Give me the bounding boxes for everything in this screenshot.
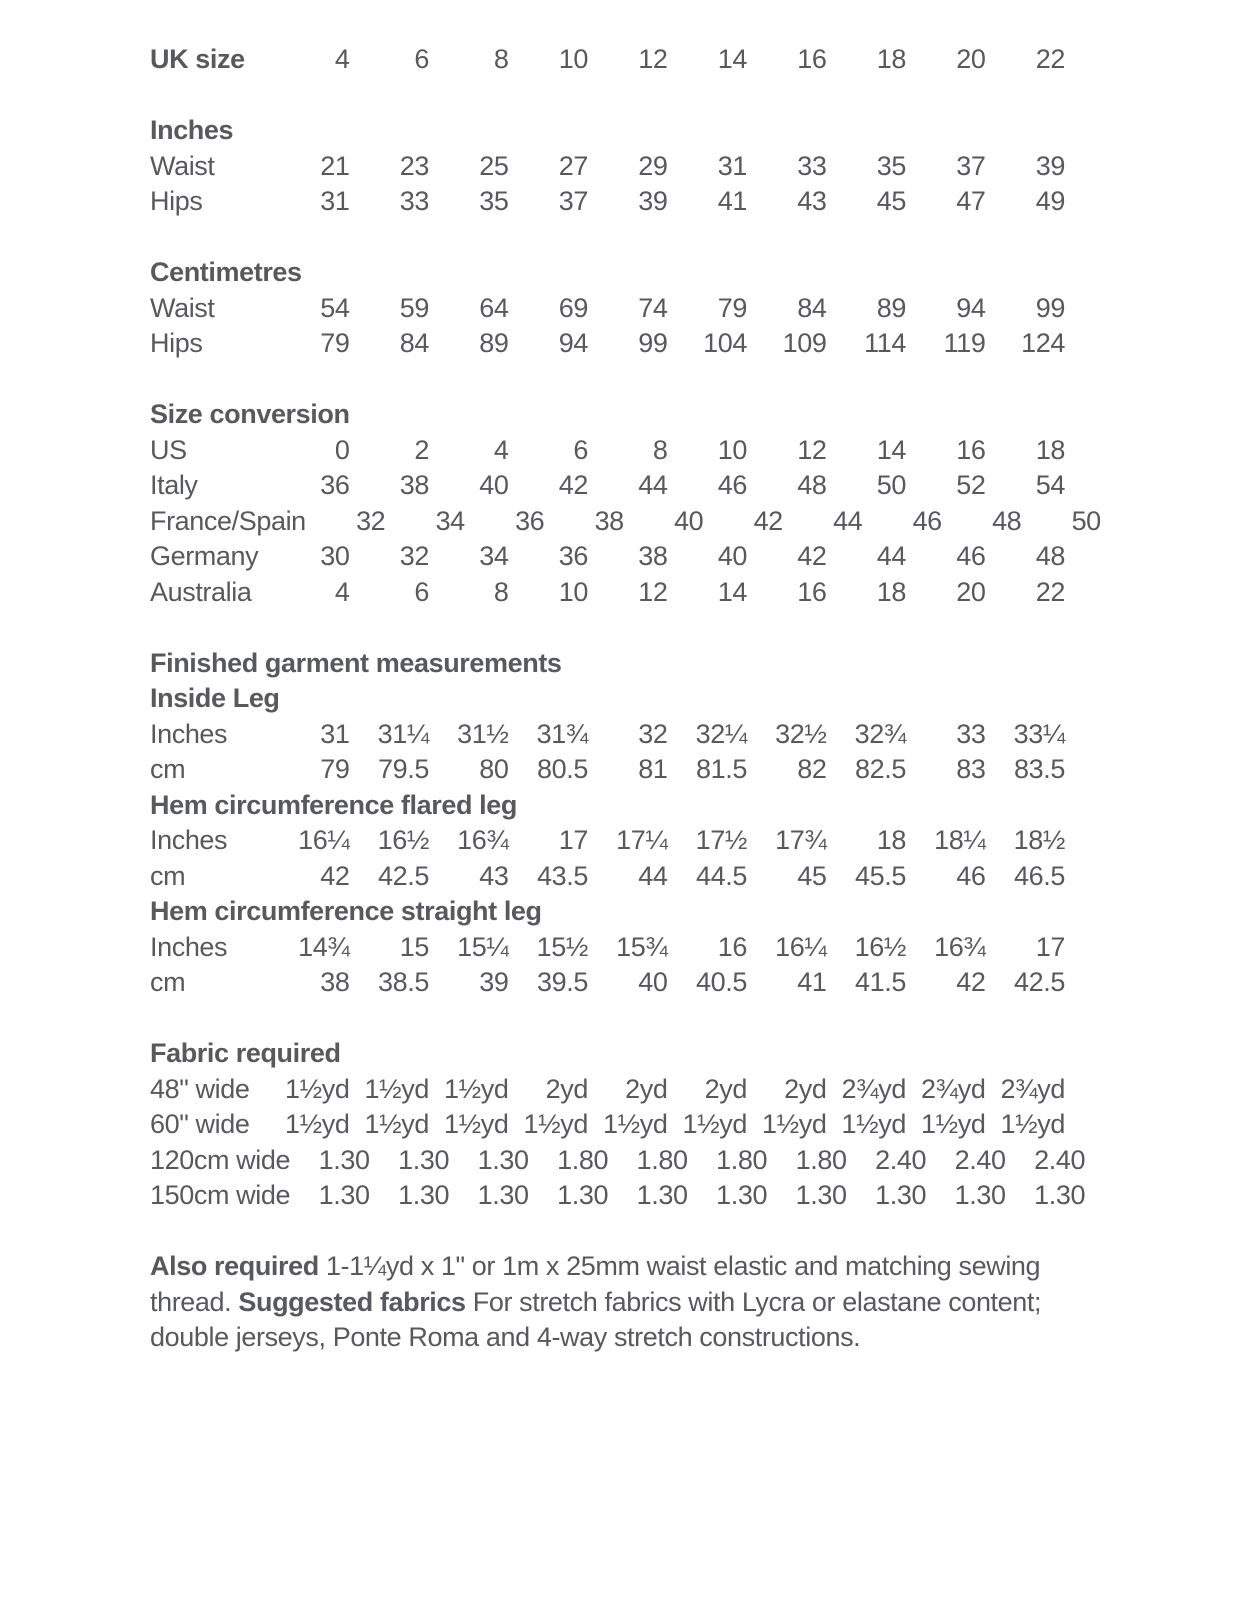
table-cell: 33¼ bbox=[1013, 718, 1065, 749]
table-cell: 42 bbox=[558, 470, 588, 500]
table-cell: 1½yd bbox=[444, 1109, 509, 1139]
table-cell: 4 bbox=[334, 44, 350, 74]
section-heading: Size conversion bbox=[150, 399, 350, 429]
table-cell: 17¼ bbox=[616, 825, 668, 855]
footer-text: 1-1¼yd x 1" or 1m x 25mm waist elastic and matching sewing bbox=[318, 1251, 1041, 1281]
table-cell: 1.30 bbox=[557, 1180, 609, 1210]
table-cell: 1.30 bbox=[477, 1180, 529, 1210]
table-row bbox=[150, 1178, 1240, 1214]
table-cell: 2.40 bbox=[875, 1144, 927, 1175]
table-cell: 31¼ bbox=[377, 718, 429, 749]
section-heading: Centimetres bbox=[150, 257, 302, 287]
table-cell: 18½ bbox=[1013, 825, 1065, 855]
table-cell: 21 bbox=[320, 150, 350, 181]
table-cell: 1.30 bbox=[477, 1144, 529, 1175]
table-cell: 2yd bbox=[625, 1073, 668, 1104]
table-cell: 16¼ bbox=[298, 825, 350, 855]
table-cell: 33 bbox=[399, 186, 429, 216]
table-cell: 39 bbox=[1035, 150, 1065, 181]
table-cell: 10 bbox=[558, 576, 588, 607]
table-cell: 39.5 bbox=[537, 967, 588, 997]
table-cell: 33 bbox=[797, 150, 827, 181]
row-label: cm bbox=[150, 860, 186, 891]
table-cell: 84 bbox=[399, 328, 429, 358]
table-cell: 46 bbox=[956, 860, 986, 891]
table-cell: 82.5 bbox=[855, 754, 906, 784]
table-cell: 18 bbox=[876, 44, 906, 74]
table-row bbox=[150, 752, 1240, 788]
row-label: UK size bbox=[150, 44, 245, 74]
table-cell: 1½yd bbox=[523, 1109, 588, 1139]
table-row bbox=[150, 291, 1240, 327]
section-heading: Inches bbox=[150, 115, 234, 145]
table-cell: 109 bbox=[782, 328, 827, 358]
table-cell: 43 bbox=[797, 186, 827, 216]
table-cell: 42.5 bbox=[378, 860, 429, 891]
table-cell: 32½ bbox=[775, 718, 827, 749]
table-row bbox=[150, 149, 1240, 185]
table-cell: 41 bbox=[717, 186, 747, 216]
table-cell: 16 bbox=[717, 931, 747, 962]
section-heading: Fabric required bbox=[150, 1038, 341, 1068]
table-cell: 80.5 bbox=[537, 754, 588, 784]
table-cell: 6 bbox=[414, 44, 429, 74]
footer-text: double jerseys, Ponte Roma and 4-way stretch constructions. bbox=[150, 1322, 861, 1352]
table-cell: 34 bbox=[479, 541, 509, 571]
table-row bbox=[150, 468, 1240, 504]
table-row bbox=[150, 859, 1240, 895]
row-label: France/Spain bbox=[150, 505, 306, 536]
table-cell: 44.5 bbox=[696, 860, 747, 891]
table-cell: 47 bbox=[956, 186, 986, 216]
table-cell: 14 bbox=[717, 576, 747, 607]
row-label: US bbox=[150, 434, 187, 465]
table-cell: 59 bbox=[399, 292, 429, 323]
table-cell: 1½yd bbox=[921, 1109, 986, 1139]
table-cell: 42 bbox=[797, 541, 827, 571]
table-cell: 40 bbox=[674, 505, 704, 536]
table-cell: 38 bbox=[320, 967, 350, 997]
table-cell: 16 bbox=[956, 434, 986, 465]
table-cell: 39 bbox=[479, 967, 509, 997]
table-row bbox=[150, 1143, 1240, 1179]
footer-bold-label: Also required bbox=[150, 1251, 319, 1281]
table-row bbox=[150, 965, 1240, 1001]
table-cell: 46 bbox=[912, 505, 942, 536]
table-cell: 33 bbox=[956, 718, 986, 749]
table-cell: 83 bbox=[956, 754, 986, 784]
table-cell: 1½yd bbox=[285, 1073, 350, 1104]
table-cell: 1½yd bbox=[285, 1109, 350, 1139]
section-heading-row bbox=[150, 397, 1240, 433]
table-cell: 20 bbox=[956, 44, 986, 74]
table-cell: 41.5 bbox=[855, 967, 906, 997]
table-row bbox=[150, 575, 1240, 611]
footer-note bbox=[150, 1249, 1240, 1356]
table-cell: 2¾yd bbox=[921, 1073, 986, 1104]
table-row bbox=[150, 42, 1240, 78]
row-label: cm bbox=[150, 754, 186, 784]
footer-line bbox=[150, 1320, 1240, 1356]
section-heading-row bbox=[150, 113, 1240, 149]
table-row bbox=[150, 1072, 1240, 1108]
row-label: Inches bbox=[150, 718, 228, 749]
footer-line bbox=[150, 1285, 1240, 1321]
table-cell: 52 bbox=[956, 470, 986, 500]
section-gap bbox=[150, 362, 1240, 398]
table-cell: 49 bbox=[1035, 186, 1065, 216]
table-cell: 40 bbox=[479, 470, 509, 500]
table-cell: 15¾ bbox=[616, 931, 668, 962]
table-cell: 10 bbox=[558, 44, 588, 74]
table-cell: 45.5 bbox=[855, 860, 906, 891]
row-label: Italy bbox=[150, 470, 198, 500]
table-cell: 44 bbox=[876, 541, 906, 571]
section-heading: Hem circumference straight leg bbox=[150, 896, 542, 926]
table-cell: 1½yd bbox=[1000, 1109, 1065, 1139]
table-cell: 16 bbox=[797, 44, 827, 74]
table-cell: 36 bbox=[320, 470, 350, 500]
table-cell: 42 bbox=[956, 967, 986, 997]
table-cell: 16¼ bbox=[775, 931, 827, 962]
table-cell: 1.30 bbox=[318, 1180, 370, 1210]
table-cell: 81 bbox=[638, 754, 668, 784]
table-cell: 1.30 bbox=[398, 1180, 450, 1210]
table-cell: 6 bbox=[414, 576, 429, 607]
section-heading-row bbox=[150, 646, 1240, 682]
table-cell: 35 bbox=[479, 186, 509, 216]
table-cell: 74 bbox=[638, 292, 668, 323]
section-gap bbox=[150, 220, 1240, 256]
table-cell: 1.30 bbox=[716, 1180, 768, 1210]
table-cell: 94 bbox=[956, 292, 986, 323]
table-cell: 18 bbox=[876, 825, 906, 855]
footer-bold-label: Suggested fabrics bbox=[238, 1286, 466, 1317]
table-cell: 15½ bbox=[536, 931, 588, 962]
table-cell: 20 bbox=[956, 576, 986, 607]
row-label: Waist bbox=[150, 292, 215, 323]
table-cell: 17½ bbox=[695, 825, 747, 855]
table-cell: 43.5 bbox=[537, 860, 588, 891]
table-cell: 1.30 bbox=[636, 1180, 688, 1210]
table-cell: 114 bbox=[864, 328, 906, 358]
table-cell: 104 bbox=[703, 328, 747, 358]
table-cell: 50 bbox=[876, 470, 906, 500]
table-cell: 0 bbox=[334, 434, 350, 465]
table-cell: 64 bbox=[479, 292, 509, 323]
row-label: 150cm wide bbox=[150, 1180, 291, 1210]
row-label: Hips bbox=[150, 186, 203, 216]
table-cell: 1.30 bbox=[1034, 1180, 1086, 1210]
table-cell: 46 bbox=[956, 541, 986, 571]
table-row bbox=[150, 1107, 1240, 1143]
table-cell: 32 bbox=[638, 718, 668, 749]
table-cell: 45 bbox=[876, 186, 906, 216]
table-cell: 84 bbox=[797, 292, 827, 323]
section-heading-row bbox=[150, 681, 1240, 717]
table-cell: 1.80 bbox=[716, 1144, 768, 1175]
table-cell: 40 bbox=[638, 967, 668, 997]
table-cell: 14¾ bbox=[298, 931, 350, 962]
table-cell: 80 bbox=[479, 754, 509, 784]
table-cell: 16 bbox=[797, 576, 827, 607]
table-cell: 12 bbox=[638, 576, 668, 607]
table-cell: 2yd bbox=[545, 1073, 588, 1104]
row-label: Australia bbox=[150, 576, 252, 607]
table-cell: 79 bbox=[320, 328, 350, 358]
table-cell: 38 bbox=[638, 541, 668, 571]
section-heading: Finished garment measurements bbox=[150, 647, 562, 678]
section-heading: Hem circumference flared leg bbox=[150, 789, 517, 820]
table-cell: 1.30 bbox=[398, 1144, 450, 1175]
table-cell: 8 bbox=[493, 576, 509, 607]
table-cell: 40.5 bbox=[696, 967, 747, 997]
table-cell: 2yd bbox=[784, 1073, 827, 1104]
table-cell: 1½yd bbox=[682, 1109, 747, 1139]
table-cell: 46.5 bbox=[1014, 860, 1065, 891]
table-cell: 1½yd bbox=[364, 1109, 429, 1139]
table-cell: 29 bbox=[638, 150, 668, 181]
table-cell: 89 bbox=[479, 328, 509, 358]
table-row bbox=[150, 326, 1240, 362]
table-cell: 18 bbox=[1035, 434, 1065, 465]
table-cell: 31 bbox=[320, 718, 350, 749]
section-heading: Inside Leg bbox=[150, 683, 280, 713]
table-cell: 36 bbox=[515, 505, 545, 536]
table-cell: 1.80 bbox=[557, 1144, 609, 1175]
table-cell: 16¾ bbox=[934, 931, 986, 962]
table-cell: 14 bbox=[876, 434, 906, 465]
row-label: Inches bbox=[150, 825, 228, 855]
table-cell: 37 bbox=[558, 186, 588, 216]
table-cell: 79.5 bbox=[378, 754, 429, 784]
table-cell: 31 bbox=[717, 150, 747, 181]
table-cell: 99 bbox=[638, 328, 668, 358]
table-cell: 1.30 bbox=[954, 1180, 1006, 1210]
footer-line bbox=[150, 1249, 1240, 1285]
table-cell: 89 bbox=[876, 292, 906, 323]
table-cell: 54 bbox=[1035, 470, 1065, 500]
table-cell: 94 bbox=[558, 328, 588, 358]
table-row bbox=[150, 717, 1240, 753]
table-cell: 23 bbox=[399, 150, 429, 181]
table-cell: 15¼ bbox=[457, 931, 509, 962]
table-cell: 44 bbox=[638, 470, 668, 500]
table-cell: 18¼ bbox=[934, 825, 986, 855]
row-label: 48" wide bbox=[150, 1073, 250, 1104]
table-cell: 50 bbox=[1071, 505, 1101, 536]
table-row bbox=[150, 504, 1240, 540]
section-heading-row bbox=[150, 894, 1240, 930]
table-cell: 2¾yd bbox=[1000, 1073, 1065, 1104]
table-cell: 48 bbox=[1035, 541, 1065, 571]
table-cell: 17 bbox=[1035, 931, 1065, 962]
row-label: 120cm wide bbox=[150, 1144, 291, 1175]
table-cell: 22 bbox=[1035, 44, 1065, 74]
table-cell: 1.30 bbox=[318, 1144, 370, 1175]
section-heading-row bbox=[150, 1036, 1240, 1072]
table-cell: 16½ bbox=[377, 825, 429, 855]
table-cell: 38 bbox=[399, 470, 429, 500]
table-cell: 17 bbox=[558, 825, 588, 855]
table-cell: 41 bbox=[797, 967, 827, 997]
table-cell: 81.5 bbox=[696, 754, 747, 784]
table-cell: 1.80 bbox=[636, 1144, 688, 1175]
table-cell: 99 bbox=[1035, 292, 1065, 323]
section-heading-row bbox=[150, 788, 1240, 824]
table-row bbox=[150, 184, 1240, 220]
table-cell: 35 bbox=[876, 150, 906, 181]
table-cell: 1.80 bbox=[795, 1144, 847, 1175]
table-cell: 1½yd bbox=[603, 1109, 668, 1139]
table-cell: 14 bbox=[717, 44, 747, 74]
row-label: 60" wide bbox=[150, 1109, 250, 1139]
table-cell: 69 bbox=[558, 292, 588, 323]
table-cell: 12 bbox=[638, 44, 668, 74]
table-cell: 34 bbox=[435, 505, 465, 536]
table-cell: 2¾yd bbox=[841, 1073, 906, 1104]
table-row bbox=[150, 930, 1240, 966]
table-cell: 30 bbox=[320, 541, 350, 571]
table-cell: 40 bbox=[717, 541, 747, 571]
table-cell: 83.5 bbox=[1014, 754, 1065, 784]
table-cell: 1.30 bbox=[875, 1180, 927, 1210]
table-cell: 25 bbox=[479, 150, 509, 181]
table-cell: 27 bbox=[558, 150, 588, 181]
table-cell: 31½ bbox=[457, 718, 509, 749]
table-cell: 32 bbox=[356, 505, 386, 536]
table-cell: 124 bbox=[1021, 328, 1065, 358]
table-cell: 44 bbox=[638, 860, 668, 891]
table-row bbox=[150, 823, 1240, 859]
table-cell: 12 bbox=[797, 434, 827, 465]
table-cell: 45 bbox=[797, 860, 827, 891]
table-cell: 32¾ bbox=[854, 718, 906, 749]
table-cell: 54 bbox=[320, 292, 350, 323]
table-cell: 79 bbox=[717, 292, 747, 323]
table-cell: 43 bbox=[479, 860, 509, 891]
table-cell: 48 bbox=[797, 470, 827, 500]
table-cell: 4 bbox=[334, 576, 350, 607]
table-cell: 79 bbox=[320, 754, 350, 784]
table-cell: 46 bbox=[717, 470, 747, 500]
table-cell: 1.30 bbox=[795, 1180, 847, 1210]
table-cell: 4 bbox=[493, 434, 509, 465]
table-cell: 2 bbox=[414, 434, 429, 465]
table-cell: 38.5 bbox=[378, 967, 429, 997]
table-cell: 2.40 bbox=[1034, 1144, 1086, 1175]
row-label: Hips bbox=[150, 328, 203, 358]
table-cell: 36 bbox=[558, 541, 588, 571]
table-cell: 39 bbox=[638, 186, 668, 216]
section-gap bbox=[150, 610, 1240, 646]
table-cell: 48 bbox=[992, 505, 1022, 536]
table-cell: 16¾ bbox=[457, 825, 509, 855]
table-cell: 32¼ bbox=[695, 718, 747, 749]
table-cell: 42 bbox=[320, 860, 350, 891]
section-gap bbox=[150, 1001, 1240, 1037]
table-cell: 38 bbox=[594, 505, 624, 536]
table-cell: 6 bbox=[573, 434, 588, 465]
row-label: cm bbox=[150, 967, 186, 997]
table-cell: 22 bbox=[1035, 576, 1065, 607]
table-cell: 82 bbox=[797, 754, 827, 784]
footer-text: thread. bbox=[150, 1286, 239, 1317]
table-cell: 18 bbox=[876, 576, 906, 607]
table-cell: 44 bbox=[833, 505, 863, 536]
table-cell: 31 bbox=[320, 186, 350, 216]
table-cell: 2.40 bbox=[954, 1144, 1006, 1175]
section-gap bbox=[150, 78, 1240, 114]
section-heading-row bbox=[150, 255, 1240, 291]
table-cell: 1½yd bbox=[444, 1073, 509, 1104]
table-cell: 42.5 bbox=[1014, 967, 1065, 997]
table-cell: 2yd bbox=[704, 1073, 747, 1104]
table-cell: 31¾ bbox=[536, 718, 588, 749]
table-cell: 119 bbox=[943, 328, 986, 358]
table-cell: 16½ bbox=[854, 931, 906, 962]
size-table bbox=[150, 42, 1240, 1214]
table-cell: 8 bbox=[652, 434, 668, 465]
table-cell: 17¾ bbox=[775, 825, 827, 855]
row-label: Germany bbox=[150, 541, 259, 571]
footer-text: For stretch fabrics with Lycra or elastane content; bbox=[465, 1286, 1042, 1317]
row-label: Inches bbox=[150, 931, 228, 962]
table-cell: 15 bbox=[399, 931, 429, 962]
table-cell: 42 bbox=[753, 505, 783, 536]
table-cell: 1½yd bbox=[364, 1073, 429, 1104]
table-cell: 10 bbox=[717, 434, 747, 465]
table-cell: 1½yd bbox=[841, 1109, 906, 1139]
table-row bbox=[150, 539, 1240, 575]
table-cell: 37 bbox=[956, 150, 986, 181]
table-cell: 32 bbox=[399, 541, 429, 571]
table-row bbox=[150, 433, 1240, 469]
table-cell: 8 bbox=[493, 44, 509, 74]
row-label: Waist bbox=[150, 150, 215, 181]
table-cell: 1½yd bbox=[762, 1109, 827, 1139]
